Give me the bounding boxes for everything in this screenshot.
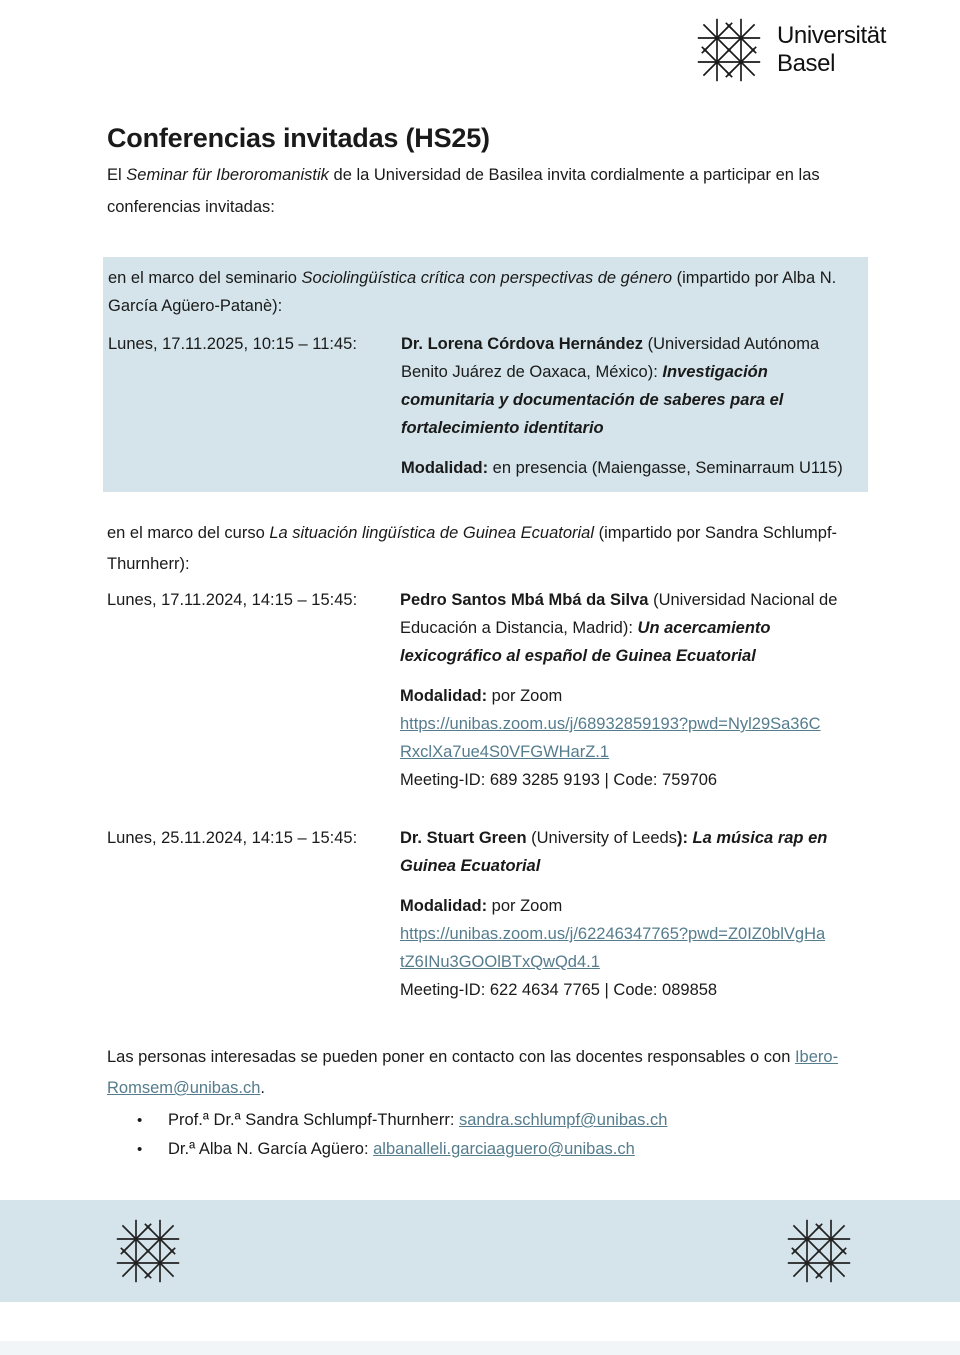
event-3-modality-text: por Zoom [487, 897, 563, 915]
event-3-talk-title: La música rap en Guinea Ecuatorial [400, 829, 828, 875]
contact-pre: Las personas interesadas se pueden poner en contacto con las docentes responsables o con [107, 1048, 795, 1066]
list-item [137, 1135, 857, 1164]
course-intro-post: (impartido por Sandra Schlumpf-Thurnherr): [107, 524, 838, 573]
page-title: Conferencias invitadas (HS25) [107, 123, 490, 154]
contact-2-text [168, 1135, 635, 1164]
contact-1-email-link[interactable]: sandra.schlumpf@unibas.ch [459, 1111, 668, 1129]
intro-pre: El [107, 166, 127, 184]
event-1-modality-label: Modalidad: [401, 459, 489, 477]
event-2-speaker: Pedro Santos Mbá Mbá da Silva [400, 591, 649, 609]
seminar-course-title: Sociolingüística crítica con perspectivas de género [301, 269, 673, 287]
unibas-star-logo-icon [693, 12, 765, 88]
event-3-date: Lunes, 25.11.2024, 14:15 – 15:45: [107, 829, 358, 847]
event-2-date: Lunes, 17.11.2024, 14:15 – 15:45: [107, 591, 358, 609]
contact-email-link[interactable]: Ibero-Romsem@unibas.ch [107, 1048, 839, 1097]
footer-band [0, 1200, 960, 1302]
event-1-affiliation: (Universidad Autónoma Benito Juárez de Oaxaca, México): [401, 335, 820, 381]
event-3-modality-label: Modalidad: [400, 897, 488, 915]
event-2-details [400, 586, 858, 794]
event-3-zoom-link[interactable]: https://unibas.zoom.us/j/62246347765?pwd=Z0IZ0blVgHatZ6INu3GOOlBTxQwQd4.1 [400, 925, 826, 971]
event-3-speaker: Dr. Stuart Green [400, 829, 527, 847]
wordmark-line-2: Basel [777, 50, 836, 77]
event-row-3 [107, 824, 858, 1004]
intro-post: de la Universidad de Basilea invita cordialmente a participar en las conferencias invitadas: [107, 166, 820, 216]
event-1-speaker: Dr. Lorena Córdova Hernández [401, 335, 644, 353]
seminar-intro-post: (impartido por Alba N. García Agüero-Patanè): [108, 269, 837, 315]
event-1-speaker-line [401, 330, 858, 442]
unibas-logo [693, 12, 886, 88]
event-3-speaker-line [400, 824, 858, 880]
footer-star-logo-right-icon [783, 1214, 855, 1288]
event-1-modality [401, 454, 858, 482]
event-1-date: Lunes, 17.11.2025, 10:15 – 11:45: [108, 335, 357, 353]
event-3-separator: ): [676, 829, 693, 847]
event-2-modality-label: Modalidad: [400, 687, 488, 705]
course-title: La situación lingüística de Guinea Ecuatorial [269, 524, 595, 542]
contact-1-label: Prof.ª Dr.ª Sandra Schlumpf-Thurnherr: [168, 1111, 459, 1129]
course-intro [107, 518, 872, 580]
seminar-highlight-box [103, 257, 868, 492]
event-1-modality-text: en presencia (Maiengasse, Seminarraum U115) [488, 459, 843, 477]
event-row-2 [107, 586, 858, 794]
course-intro-pre: en el marco del curso [107, 524, 270, 542]
event-2-affiliation: (Universidad Nacional de Educación a Distancia, Madrid): [400, 591, 838, 637]
event-1-details [401, 330, 858, 482]
event-3-details [400, 824, 858, 1004]
event-3-meeting-id: Meeting-ID: 622 4634 7765 | Code: 089858 [400, 981, 718, 999]
seminar-intro [108, 264, 858, 320]
contact-list [137, 1106, 857, 1164]
bottom-strip [0, 1341, 960, 1355]
event-2-talk-title: Un acercamiento lexicográfico al español de Guinea Ecuatorial [400, 619, 771, 665]
event-2-zoom-link[interactable]: https://unibas.zoom.us/j/68932859193?pwd=Nyl29Sa36CRxclXa7ue4S0VFGWHarZ.1 [400, 715, 821, 761]
event-1-talk-title: Investigación comunitaria y documentación de saberes para el fortalecimiento identitario [401, 363, 784, 437]
event-2-speaker-line [400, 586, 858, 670]
contact-2-label: Dr.ª Alba N. García Agüero: [168, 1140, 374, 1158]
event-3-modality [400, 892, 858, 920]
contact-1-text [168, 1106, 667, 1135]
footer-star-logo-left-icon [112, 1214, 184, 1288]
bullet-icon: • [137, 1141, 143, 1158]
event-2-meeting-id: Meeting-ID: 689 3285 9193 | Code: 759706 [400, 771, 718, 789]
event-3-affiliation: (University of Leeds [526, 829, 677, 847]
event-2-modality-text: por Zoom [487, 687, 563, 705]
event-row-1 [108, 330, 858, 482]
seminar-intro-pre: en el marco del seminario [108, 269, 302, 287]
unibas-wordmark [777, 22, 886, 78]
intro-seminar-name: Seminar für Iberoromanistik [126, 166, 329, 184]
contact-paragraph [107, 1042, 872, 1104]
event-2-modality [400, 682, 858, 710]
wordmark-line-1: Universität [777, 22, 886, 49]
list-item [137, 1106, 857, 1135]
contact-post: . [260, 1079, 265, 1097]
contact-2-email-link[interactable]: albanalleli.garciaaguero@unibas.ch [373, 1140, 635, 1158]
intro-paragraph [107, 159, 827, 223]
bullet-icon: • [137, 1112, 143, 1129]
